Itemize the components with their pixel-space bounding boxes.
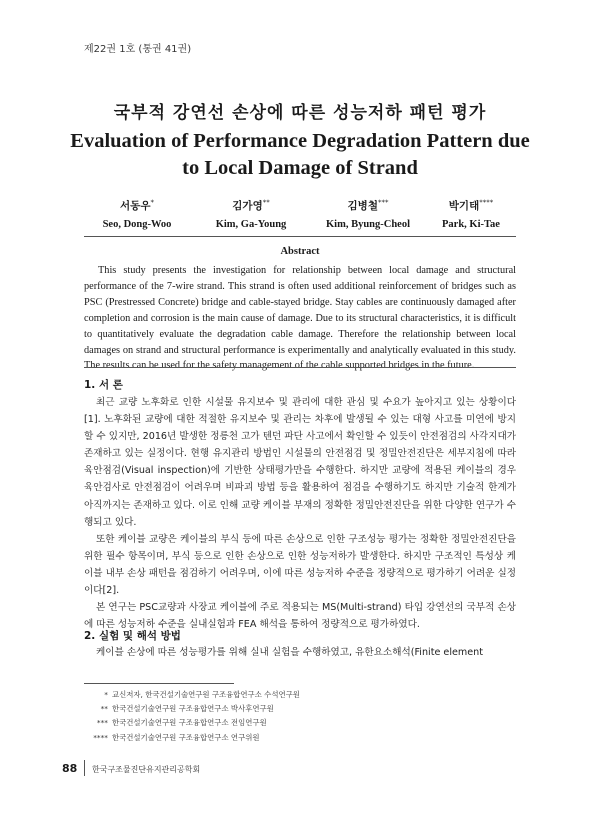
paragraph: 또한 케이블 교량은 케이블의 부식 등에 따른 손상으로 인한 구조성능 평가는 정확한 정밀안전진단을 위한 필수 항목이며, 부식 등으로 인한 손상으로 인한 성능저하가 발생한다. 하지만 구조적인 특성상 케이블 내부 손상 패턴을 점검하기 어려우며, 이에 따른 성능저하 수준을 정량적으로 평가하기 어려운 실정이다[2]. [84, 533, 516, 597]
paragraph: 최근 교량 노후화로 인한 시설물 유지보수 및 관리에 대한 관심 및 수요가 높아지고 있는 상황이다[1]. 노후화된 교량에 대한 적절한 유지보수 및 관리는 차후에 발생될 수 있는 대형 사고를 미연에 방지할 수 있지만, 2016년 발생한 정릉천 고가 텐던 파단 사고에서 확인할 수 있듯이 안전점검의 사각지대가 존재하고 있는 실정이다. 현행 유지관리 방법인 시설물의 안전점검 및 정밀안전진단은 세부지침에 따라 육안점검(Visual inspection)에 기반한 상태평가만을 수행한다. 하지만 교량에 적용된 케이블의 경우 육안검사로 안전점검이 어려우며 비파괴 방법 등을 활용하여 점검을 수행하기도 하지만 기술적 한계가 아직까지는 존재하고 있다. 이로 인해 교량 케이블 부재의 정확한 정밀안전진단을 위한 다양한 연구가 수행되고 있다. [84, 397, 516, 528]
author-1 [72, 198, 202, 230]
author-ko-name: 박기태 [448, 200, 480, 212]
footnote-mark: ** [100, 704, 108, 714]
english-title: Evaluation of Performance Degradation Pattern due to Local Damage of Strand [70, 130, 530, 179]
abstract-text: This study presents the investigation for relationship between local damage and structural performance of the 7-wire strand. This strand is often used additional reinforcement of bridges such as PSC (Prestressed Concrete) bridge and cable-stayed bridge. Stay cables are continuously damaged after completion and corrosion is the main cause of damage. Due to its structural characteristics, it is difficult to quantitatively evaluate the degradation cable damage. Therefore the relationship between local damages on strand and structural performance is experimentally and analytically evaluated in this study. The results can be used for the safety management of the cable supported bridges in the future. [84, 265, 516, 372]
paragraph: 본 연구는 PSC교량과 사장교 케이블에 주로 적용되는 MS(Multi-strand) 타입 강연선의 국부적 손상에 따른 성능저하 수준을 실내실험과 FEA 해석을 통하여 정량적으로 평가하였다. [84, 602, 516, 631]
author-ko-name: 김가영 [232, 200, 263, 212]
footnote [84, 702, 300, 716]
footnote-text: 한국건설기술연구원 구조융합연구소 전임연구원 [112, 718, 267, 728]
author-ko-name: 서동우 [120, 200, 151, 212]
author-divider [84, 236, 516, 237]
footnote-divider [84, 683, 234, 684]
author-mark: * [150, 198, 154, 207]
footnote [84, 688, 300, 702]
footnote-mark: *** [96, 718, 108, 728]
abstract-divider [84, 367, 516, 368]
author-en-name: Kim, Ga-Young [215, 219, 287, 230]
abstract-heading: Abstract [280, 246, 320, 257]
author-en-name: Kim, Byung-Cheol [325, 219, 410, 230]
section-heading-introduction: 1. 서 론 [84, 379, 123, 391]
footnote-mark: **** [93, 732, 108, 742]
journal-name: 한국구조물진단유지관리공학회 [92, 765, 201, 774]
footnote-text: 한국건설기술연구원 구조융합연구소 연구위원 [112, 732, 260, 742]
footnote [84, 716, 300, 730]
author-2 [186, 198, 316, 230]
author-4 [406, 198, 536, 230]
footnote-text: 한국건설기술연구원 구조융합연구소 박사후연구원 [112, 704, 274, 714]
footer-divider [84, 760, 85, 776]
section-body-methods [84, 644, 516, 661]
footnotes [84, 688, 300, 745]
author-mark: **** [479, 198, 494, 207]
author-mark: ** [262, 198, 270, 207]
author-en-name: Park, Ki-Tae [442, 219, 500, 230]
section-body-introduction [84, 394, 516, 633]
author-mark: *** [377, 198, 389, 207]
paragraph: 케이블 손상에 따른 성능평가를 위해 실내 실험을 수행하였고, 유한요소해석(Finite element [96, 647, 483, 658]
author-ko-name: 김병철 [347, 200, 378, 212]
korean-title: 국부적 강연선 손상에 따른 성능저하 패턴 평가 [113, 103, 487, 123]
page-number: 88 [62, 762, 78, 775]
author-en-name: Seo, Dong-Woo [102, 219, 172, 230]
footnote-text: 교신저자, 한국건설기술연구원 구조융합연구소 수석연구원 [112, 690, 300, 699]
section-heading-methods: 2. 실험 및 해석 방법 [84, 630, 181, 642]
footnote [84, 731, 300, 745]
footnote-mark: * [104, 690, 108, 699]
issue-header: 제22권 1호 (통권 41권) [84, 44, 192, 55]
